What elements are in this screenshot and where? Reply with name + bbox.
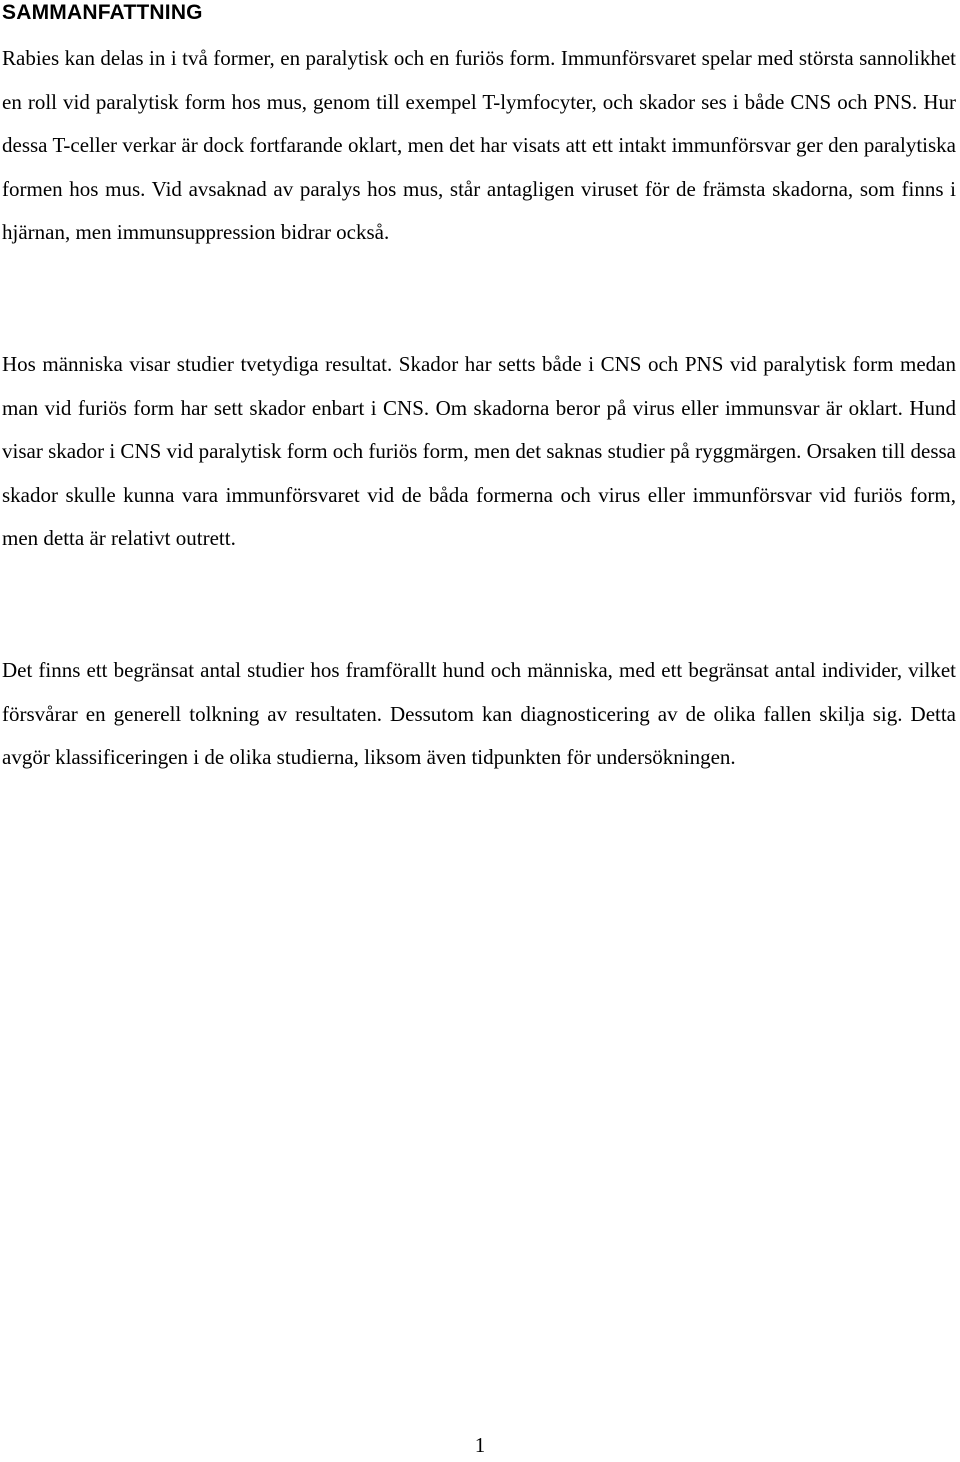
page-number: 1 (474, 1433, 486, 1457)
section-heading: SAMMANFATTNING (2, 1, 203, 24)
paragraph-1: Rabies kan delas in i två former, en paralytisk och en furiös form. Immunförsvaret spelar med största sannolikhet en roll vid paralytisk form hos mus, genom till exempel T-lymfocyter, och skador ses i både CNS och PNS. Hur dessa T-celler verkar är dock fortfarande oklart, men det har visats att ett intakt immunförsvar ger den paralytiska formen hos mus. Vid avsaknad av paralys hos mus, står antagligen viruset för de främsta skadorna, som finns i hjärnan, men immunsuppression bidrar också. (2, 46, 956, 244)
paragraph-3: Det finns ett begränsat antal studier hos framförallt hund och människa, med ett begränsat antal individer, vilket försvårar en generell tolkning av resultaten. Dessutom kan diagnosticering av de olika fallen skilja sig. Detta avgör klassificeringen i de olika studierna, liksom även tidpunkten för undersökningen. (2, 658, 956, 769)
paragraph-2: Hos människa visar studier tvetydiga resultat. Skador har setts både i CNS och PNS vid paralytisk form medan man vid furiös form har sett skador enbart i CNS. Om skadorna beror på virus eller immunsvar är oklart. Hund visar skador i CNS vid paralytisk form och furiös form, men det saknas studier på ryggmärgen. Orsaken till dessa skador skulle kunna vara immunförsvaret vid de båda formerna och virus eller immunförsvar vid furiös form, men detta är relativt outrett. (2, 352, 956, 550)
